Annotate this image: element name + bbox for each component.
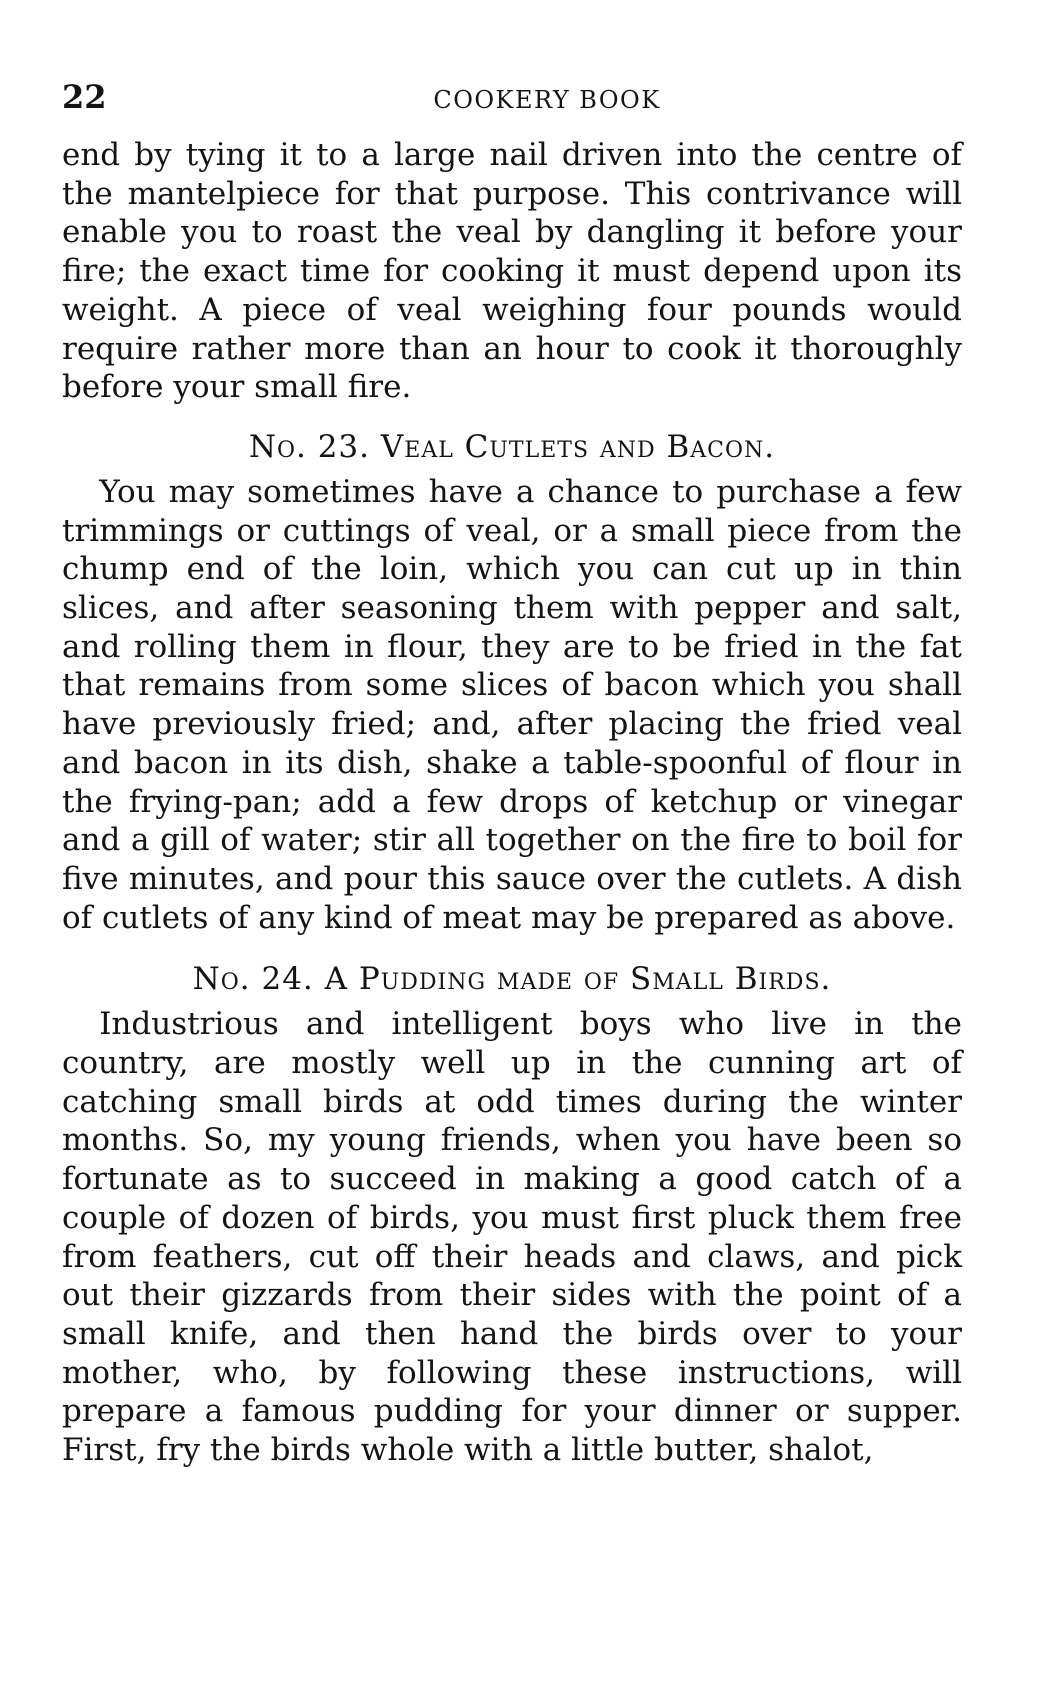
page-header [62, 78, 962, 118]
page-number: 22 [62, 78, 107, 116]
recipe-heading-23: No. 23. Veal Cutlets and Bacon. [248, 428, 776, 465]
recipe-text-23: You may sometimes have a chance to purchase a few trimmings or cuttings of veal, or a small piece from the chump end of the loin, which you can cut up in thin slices, and after seasoning them with pepper and salt, and rolling them in flour, they are to be fried in the fat that remains from some slices of bacon which you shall have previously fried; and, after placing the fried veal and bacon in its dish, shake a table-spoonful of flour in the frying-pan; add a few drops of ketchup or vinegar and a gill of water; stir all together on the fire to boil for five minutes, and pour this sauce over the cutlets. A dish of cutlets of any kind of meat may be prepared as above. [62, 473, 962, 936]
recipe-heading-24: No. 24. A Pudding made of Small Birds. [192, 961, 832, 998]
book-page [62, 78, 962, 1470]
continued-paragraph: end by tying it to a large nail driven into the centre of the mantelpiece for that purpose. This contrivance will enable you to roast the veal by dangling it before your fire; the exact time for cooking it must depend upon its weight. A piece of veal weighing four pounds would require rather more than an hour to cook it thoroughly before your small fire. [62, 137, 962, 406]
running-head: COOKERY BOOK [433, 86, 661, 114]
recipe-text-24: Industrious and intelligent boys who live in the country, are mostly well up in the cunning art of catching small birds at odd times during the winter months. So, my young friends, when you have been so fortunate as to succeed in making a good catch of a couple of dozen of birds, you must first pluck them free from feathers, cut off their heads and claws, and pick out their gizzards from their sides with the point of a small knife, and then hand the birds over to your mother, who, by following these instructions, will prepare a famous pudding for your dinner or supper. First, fry the birds whole with a little butter, shalot, [62, 1006, 962, 1469]
